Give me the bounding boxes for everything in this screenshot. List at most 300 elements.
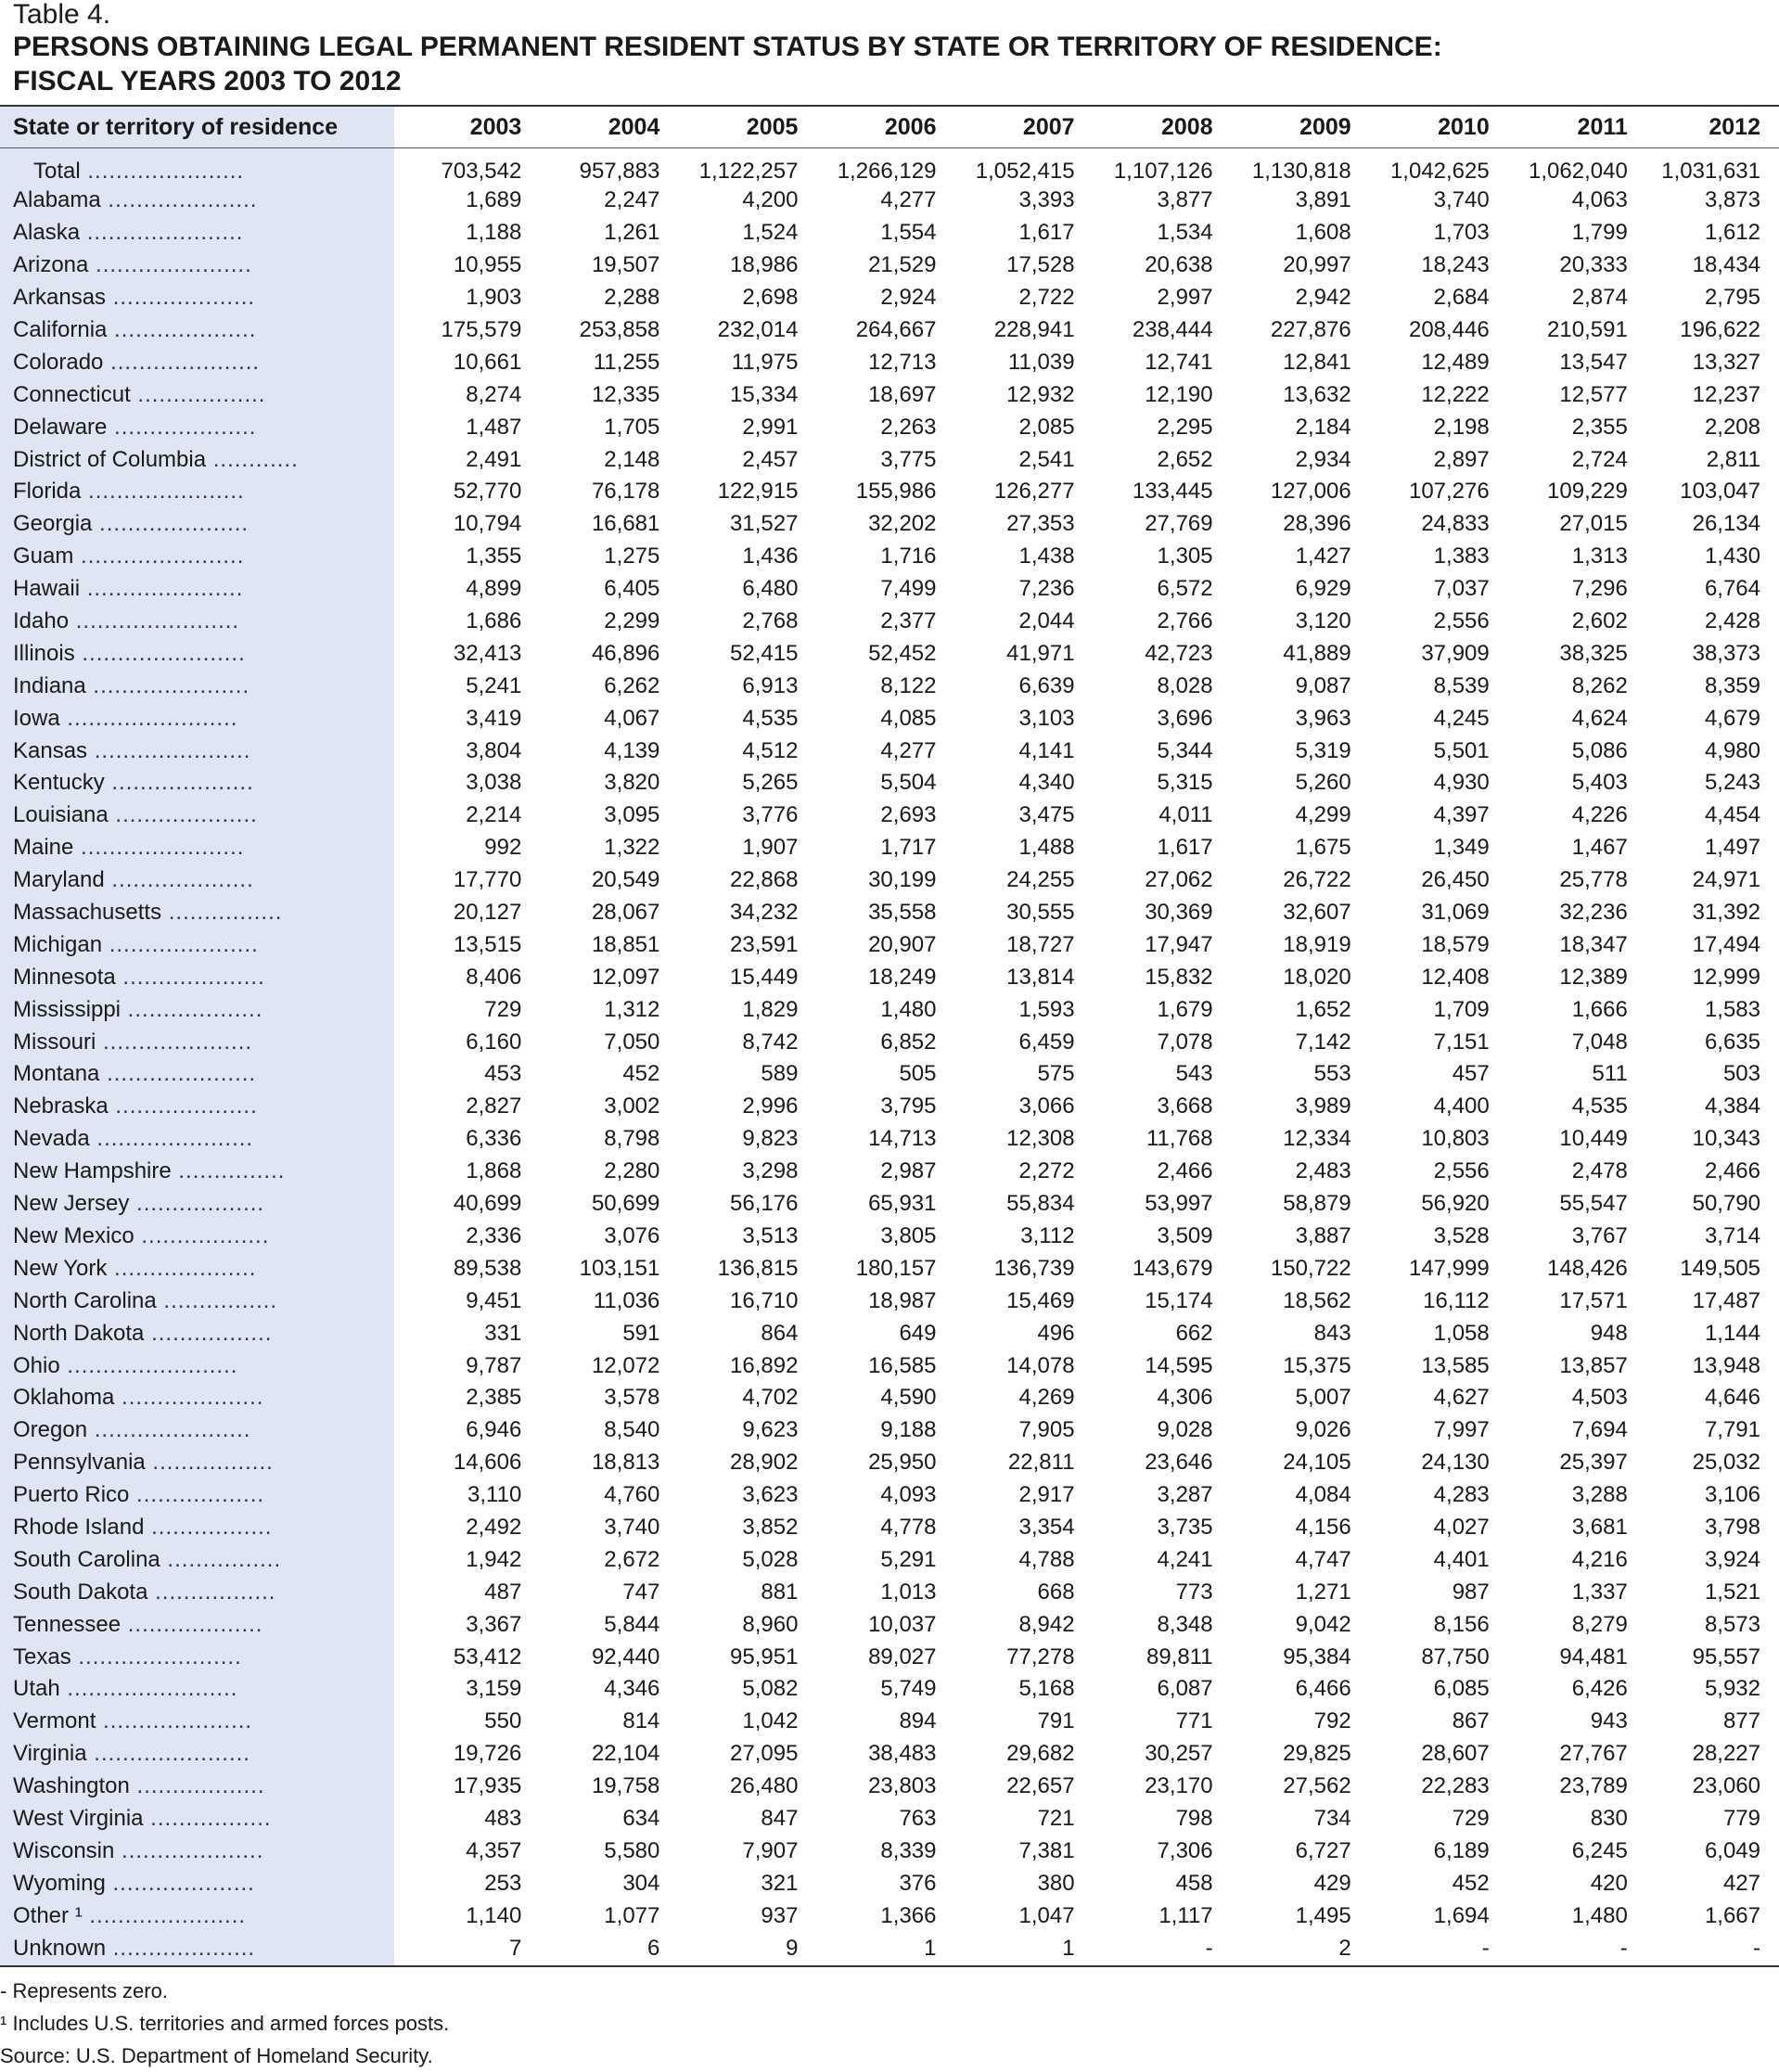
row-label	[0, 606, 394, 638]
table-cell: 2,247	[604, 187, 660, 213]
table-cell: 32,413	[453, 640, 522, 666]
table-cell: 1,717	[880, 835, 937, 861]
table-cell: 1,903	[466, 285, 522, 311]
row-label-text: Nevada	[13, 1126, 90, 1152]
table-cell: 30,199	[868, 867, 937, 893]
row-label	[0, 961, 394, 993]
row-label	[0, 217, 394, 249]
table-cell: 4,306	[1157, 1385, 1213, 1411]
dot-leader: ...................	[121, 1611, 263, 1637]
table-cell: 8,539	[1433, 672, 1490, 698]
row-label-text: Virginia	[13, 1741, 87, 1767]
row-label-text: Utah	[13, 1676, 60, 1702]
table-cell: 2,556	[1433, 608, 1490, 634]
table-cell: 19,758	[591, 1773, 660, 1799]
footnotes	[0, 1975, 449, 2072]
table-cell: 38,325	[1559, 640, 1628, 666]
table-body	[0, 147, 1779, 1964]
table-cell: 22,868	[730, 867, 799, 893]
dot-leader: .....................	[96, 1029, 253, 1055]
table-cell: 1,495	[1295, 1902, 1351, 1928]
dot-leader: ....................	[114, 1385, 264, 1411]
bottom-rule	[0, 1965, 1779, 1967]
table-cell: 9,787	[466, 1352, 522, 1378]
dot-leader: .....................	[102, 931, 259, 957]
table-cell: 1,799	[1571, 220, 1628, 246]
table-cell: 208,446	[1408, 317, 1490, 342]
table-cell: 6,085	[1433, 1676, 1490, 1702]
table-cell: 3,287	[1157, 1482, 1213, 1508]
table-cell: 1,436	[742, 544, 799, 569]
table-cell: 10,343	[1692, 1126, 1760, 1152]
table-cell: 734	[1313, 1805, 1351, 1831]
table-cell: 7,306	[1157, 1837, 1213, 1863]
table-cell: 52,452	[868, 640, 937, 666]
table-cell: 17,494	[1692, 931, 1760, 957]
row-label	[0, 249, 394, 282]
table-cell: 4,702	[742, 1385, 799, 1411]
row-label	[0, 928, 394, 961]
row-label	[0, 1188, 394, 1221]
table-cell: 1,534	[1157, 220, 1213, 246]
dot-leader: ................	[160, 1546, 282, 1572]
row-label	[0, 897, 394, 929]
table-cell: 14,713	[868, 1126, 937, 1152]
table-cell: 12,222	[1421, 381, 1490, 407]
table-cell: 210,591	[1547, 317, 1628, 342]
table-cell: 4,156	[1295, 1514, 1351, 1540]
table-cell: 10,794	[453, 511, 522, 537]
row-label-text: North Dakota	[13, 1320, 145, 1346]
table-cell: 31,069	[1421, 900, 1490, 926]
table-cell: 11,768	[1145, 1126, 1213, 1152]
table-cell: 196,622	[1680, 317, 1760, 342]
table-cell: 2,466	[1704, 1158, 1760, 1184]
table-cell: 5,243	[1704, 770, 1760, 796]
row-label	[0, 1738, 394, 1771]
table-cell: 13,814	[1006, 964, 1075, 990]
table-cell: 7,151	[1433, 1029, 1490, 1055]
table-cell: 1,337	[1571, 1579, 1628, 1605]
table-cell: 2,874	[1571, 285, 1628, 311]
table-cell: 6,946	[466, 1417, 522, 1443]
table-cell: 9,042	[1295, 1611, 1351, 1637]
table-cell: 550	[484, 1708, 522, 1734]
table-cell: 1,480	[880, 996, 937, 1022]
table-cell: 133,445	[1132, 479, 1213, 505]
table-cell: 3,288	[1571, 1482, 1628, 1508]
row-label-text: Ohio	[13, 1352, 60, 1378]
table-cell: 1,122,257	[698, 159, 799, 184]
table-cell: 496	[1037, 1320, 1075, 1346]
table-cell: 52,415	[730, 640, 799, 666]
row-label	[0, 1641, 394, 1673]
table-cell: 3,103	[1018, 705, 1075, 731]
row-label-text: Iowa	[13, 705, 60, 731]
row-label-text: Louisiana	[13, 802, 109, 828]
table-cell: 1,042,625	[1389, 159, 1490, 184]
table-cell: 13,547	[1559, 349, 1628, 375]
table-cell: 5,086	[1571, 737, 1628, 763]
row-label-text: West Virginia	[13, 1805, 144, 1831]
table-cell: 1,305	[1157, 544, 1213, 569]
table-cell: 2,085	[1018, 414, 1075, 440]
dot-leader: ......................	[89, 1126, 254, 1152]
table-cell: 55,547	[1559, 1191, 1628, 1217]
table-cell: 42,723	[1145, 640, 1213, 666]
table-cell: 27,015	[1559, 511, 1628, 537]
table-row	[0, 1447, 1779, 1479]
table-cell: 3,298	[742, 1158, 799, 1184]
table-cell: 4,760	[604, 1482, 660, 1508]
table-cell: 65,931	[868, 1191, 937, 1217]
dot-leader: .................	[147, 1579, 276, 1605]
table-row	[0, 1382, 1779, 1414]
table-cell: 7,048	[1571, 1029, 1628, 1055]
table-row	[0, 508, 1779, 541]
table-row	[0, 606, 1779, 638]
table-cell: 1,617	[1157, 835, 1213, 861]
row-label-text: Mississippi	[13, 996, 122, 1022]
table-cell: 147,999	[1408, 1255, 1490, 1281]
table-cell: 15,375	[1283, 1352, 1351, 1378]
table-cell: 3,775	[880, 446, 937, 472]
row-label-text: Rhode Island	[13, 1514, 145, 1540]
row-label	[0, 702, 394, 735]
table-cell: 843	[1313, 1320, 1351, 1346]
table-cell: 18,347	[1559, 931, 1628, 957]
table-cell: 19,726	[453, 1741, 522, 1767]
table-cell: 12,334	[1283, 1126, 1351, 1152]
table-cell: 6,466	[1295, 1676, 1351, 1702]
table-cell: 7,078	[1157, 1029, 1213, 1055]
table-cell: 23,170	[1145, 1773, 1213, 1799]
table-cell: 12,489	[1421, 349, 1490, 375]
table-cell: 1,652	[1295, 996, 1351, 1022]
table-cell: 8,942	[1018, 1611, 1075, 1637]
table-cell: 2,280	[604, 1158, 660, 1184]
table-cell: 122,915	[717, 479, 799, 505]
table-cell: 1	[1062, 1935, 1075, 1961]
table-cell: 4,535	[1571, 1094, 1628, 1119]
table-cell: 55,834	[1006, 1191, 1075, 1217]
column-header-year: 2012	[1709, 113, 1760, 140]
table-cell: 331	[484, 1320, 522, 1346]
row-label	[0, 1608, 394, 1641]
table-cell: 150,722	[1270, 1255, 1351, 1281]
table-cell: 4,084	[1295, 1482, 1351, 1508]
table-cell: 1,612	[1704, 220, 1760, 246]
table-cell: 9,823	[742, 1126, 799, 1152]
table-cell: 5,749	[880, 1676, 937, 1702]
table-cell: 34,232	[730, 900, 799, 926]
row-label	[0, 346, 394, 378]
table-cell: 5,291	[880, 1546, 937, 1572]
table-cell: 1,667	[1704, 1902, 1760, 1928]
table-cell: 937	[761, 1902, 799, 1928]
table-cell: 175,579	[441, 317, 522, 342]
table-row	[0, 832, 1779, 864]
table-cell: 2,991	[742, 414, 799, 440]
table-cell: 12,389	[1559, 964, 1628, 990]
row-label	[0, 443, 394, 476]
table-cell: 662	[1175, 1320, 1213, 1346]
table-cell: 180,157	[855, 1255, 937, 1281]
table-cell: 41,889	[1283, 640, 1351, 666]
table-cell: -	[1619, 1935, 1628, 1961]
table-cell: 798	[1175, 1805, 1213, 1831]
table-cell: 28,607	[1421, 1741, 1490, 1767]
table-cell: 773	[1175, 1579, 1213, 1605]
dot-leader: ......................	[80, 159, 245, 184]
column-header-year: 2005	[746, 113, 799, 140]
table-title-line-1: PERSONS OBTAINING LEGAL PERMANENT RESIDENT STATUS BY STATE OR TERRITORY OF RESIDENCE:	[13, 32, 1442, 62]
table-cell: 771	[1175, 1708, 1213, 1734]
table-cell: 50,699	[591, 1191, 660, 1217]
row-label	[0, 314, 394, 347]
table-cell: 4,011	[1158, 802, 1213, 828]
table-cell: 7,236	[1018, 576, 1075, 602]
table-cell: 7,907	[742, 1837, 799, 1863]
table-cell: 2,942	[1295, 285, 1351, 311]
table-cell: 95,384	[1283, 1644, 1351, 1669]
row-label-text: Alabama	[13, 187, 101, 213]
table-cell: 5,241	[466, 672, 522, 698]
table-cell: 4,226	[1571, 802, 1628, 828]
table-cell: 12,190	[1145, 381, 1213, 407]
table-cell: 41,971	[1006, 640, 1075, 666]
table-cell: 8,960	[742, 1611, 799, 1637]
table-cell: 992	[484, 835, 522, 861]
table-cell: 3,740	[1433, 187, 1490, 213]
row-label	[0, 1156, 394, 1188]
table-cell: 7,499	[880, 576, 937, 602]
data-table	[0, 107, 1779, 1964]
table-cell: 8,359	[1704, 672, 1760, 698]
table-cell: 2,795	[1704, 285, 1760, 311]
table-row	[0, 1349, 1779, 1382]
dot-leader: ................	[156, 1287, 278, 1313]
table-cell: 37,909	[1421, 640, 1490, 666]
dot-leader: ......................	[87, 1417, 251, 1443]
table-cell: 3,873	[1704, 187, 1760, 213]
table-cell: 31,527	[730, 511, 799, 537]
table-cell: 830	[1590, 1805, 1628, 1831]
table-cell: 3,112	[1020, 1222, 1075, 1248]
table-cell: 8,279	[1571, 1611, 1628, 1637]
table-cell: 877	[1722, 1708, 1760, 1734]
table-row	[0, 314, 1779, 347]
table-cell: 4,503	[1571, 1385, 1628, 1411]
table-cell: 30,257	[1145, 1741, 1213, 1767]
table-cell: 6,336	[466, 1126, 522, 1152]
table-cell: 5,344	[1157, 737, 1213, 763]
table-cell: 26,450	[1421, 867, 1490, 893]
row-label	[0, 1803, 394, 1835]
table-cell: 19,507	[591, 252, 660, 278]
table-cell: 89,538	[453, 1255, 522, 1281]
table-cell: 2,295	[1157, 414, 1213, 440]
table-cell: 227,876	[1270, 317, 1351, 342]
table-cell: 575	[1037, 1061, 1075, 1087]
table-cell: 457	[1452, 1061, 1490, 1087]
table-cell: 4,357	[466, 1837, 522, 1863]
row-label-text: New Mexico	[13, 1222, 134, 1248]
table-cell: 948	[1590, 1320, 1628, 1346]
table-cell: 25,397	[1559, 1450, 1628, 1476]
table-cell: 11,036	[593, 1287, 660, 1313]
table-cell: 26,134	[1692, 511, 1760, 537]
table-cell: 864	[761, 1320, 799, 1346]
table-cell: 18,986	[730, 252, 799, 278]
dot-leader: .....................	[103, 349, 261, 375]
table-cell: 3,623	[742, 1482, 799, 1508]
table-cell: 103,151	[579, 1255, 660, 1281]
table-cell: 32,607	[1283, 900, 1351, 926]
table-cell: 943	[1590, 1708, 1628, 1734]
table-cell: 22,657	[1006, 1773, 1075, 1799]
table-cell: 12,577	[1559, 381, 1628, 407]
table-cell: 1,709	[1433, 996, 1490, 1022]
table-cell: 18,579	[1421, 931, 1490, 957]
table-cell: 2,336	[466, 1222, 522, 1248]
table-cell: 23,803	[868, 1773, 937, 1799]
row-label	[0, 1382, 394, 1414]
table-row	[0, 1608, 1779, 1641]
table-cell: 4,245	[1433, 705, 1490, 731]
table-cell: 5,007	[1295, 1385, 1351, 1411]
table-cell: 1,942	[466, 1546, 522, 1572]
dot-leader: ......................	[80, 576, 244, 602]
row-label	[0, 1932, 394, 1964]
table-title-line-2: FISCAL YEARS 2003 TO 2012	[13, 66, 402, 96]
row-label-text: Pennsylvania	[13, 1450, 146, 1476]
table-cell: 1,271	[1295, 1579, 1351, 1605]
table-cell: 3,798	[1704, 1514, 1760, 1540]
table-cell: 1,130,818	[1251, 159, 1351, 184]
table-cell: 7	[508, 1935, 522, 1961]
table-cell: 3,740	[604, 1514, 660, 1540]
table-cell: 5,082	[742, 1676, 799, 1702]
table-cell: 304	[622, 1870, 660, 1896]
table-cell: 23,591	[730, 931, 799, 957]
table-cell: 21,529	[868, 252, 937, 278]
table-cell: 4,646	[1704, 1385, 1760, 1411]
table-cell: 6,160	[466, 1029, 522, 1055]
table-cell: 4,512	[742, 737, 799, 763]
table-cell: 12,408	[1421, 964, 1490, 990]
table-cell: 957,883	[579, 159, 660, 184]
table-cell: 427	[1722, 1870, 1760, 1896]
dot-leader: ........................	[59, 705, 238, 731]
row-label	[0, 832, 394, 864]
table-cell: 56,176	[730, 1191, 799, 1217]
table-cell: 13,585	[1421, 1352, 1490, 1378]
table-cell: 3,528	[1433, 1222, 1490, 1248]
table-cell: 22,811	[1007, 1450, 1075, 1476]
table-cell: 155,986	[855, 479, 937, 505]
table-cell: 264,667	[855, 317, 937, 342]
table-cell: 376	[899, 1870, 937, 1896]
table-cell: 3,354	[1018, 1514, 1075, 1540]
table-cell: 5,265	[742, 770, 799, 796]
row-label-text: Indiana	[13, 672, 86, 698]
row-label-text: Oregon	[13, 1417, 88, 1443]
table-cell: 87,750	[1421, 1644, 1490, 1669]
table-cell: 148,426	[1547, 1255, 1628, 1281]
row-label	[0, 573, 394, 606]
table-cell: 1,031,631	[1661, 159, 1760, 184]
row-label-text: North Carolina	[13, 1287, 157, 1313]
row-label	[0, 799, 394, 832]
dot-leader: ........................	[59, 1676, 238, 1702]
table-row	[0, 1932, 1779, 1964]
table-cell: 2,288	[604, 285, 660, 311]
table-cell: 2,148	[604, 446, 660, 472]
row-label	[0, 1414, 394, 1447]
row-label	[0, 1543, 394, 1576]
table-cell: 2,377	[880, 608, 937, 634]
table-cell: 3,419	[466, 705, 522, 731]
table-cell: 24,130	[1421, 1450, 1490, 1476]
table-cell: 107,276	[1408, 479, 1490, 505]
table-cell: 511	[1592, 1061, 1628, 1087]
row-label	[0, 1771, 394, 1803]
table-cell: 1,383	[1433, 544, 1490, 569]
dot-leader: .......................	[74, 640, 246, 666]
table-cell: 2,466	[1157, 1158, 1213, 1184]
table-cell: -	[1205, 1935, 1213, 1961]
dot-leader: ...................	[121, 996, 263, 1022]
table-cell: 1,058	[1433, 1320, 1490, 1346]
table-row	[0, 637, 1779, 670]
table-row	[0, 249, 1779, 282]
row-label	[0, 1058, 394, 1091]
row-label	[0, 637, 394, 670]
row-label-text: Total	[33, 159, 81, 184]
table-cell: 5,932	[1704, 1676, 1760, 1702]
table-cell: 634	[622, 1805, 660, 1831]
table-row	[0, 702, 1779, 735]
table-cell: 11,255	[593, 349, 660, 375]
table-cell: 23,789	[1559, 1773, 1628, 1799]
table-cell: 1,349	[1433, 835, 1490, 861]
table-cell: 380	[1037, 1870, 1075, 1896]
table-cell: 4,346	[604, 1676, 660, 1702]
table-cell: 3,989	[1295, 1094, 1351, 1119]
row-label-text: Hawaii	[13, 576, 81, 602]
table-cell: 6,727	[1295, 1837, 1351, 1863]
footnote-1: ¹ Includes U.S. territories and armed forces posts.	[0, 2012, 450, 2035]
table-cell: 7,142	[1295, 1029, 1351, 1055]
table-cell: 4,200	[742, 187, 799, 213]
row-label-text: Idaho	[13, 608, 70, 634]
row-label-text: New York	[13, 1255, 108, 1281]
table-cell: 15,334	[730, 381, 799, 407]
table-row	[0, 993, 1779, 1026]
table-cell: 2,997	[1157, 285, 1213, 311]
table-cell: 2,457	[742, 446, 799, 472]
table-cell: 1,107,126	[1113, 159, 1213, 184]
table-cell: 7,050	[604, 1029, 660, 1055]
table-cell: 27,095	[730, 1741, 799, 1767]
table-cell: 2,693	[880, 802, 937, 828]
table-cell: 1,497	[1704, 835, 1760, 861]
table-cell: 109,229	[1547, 479, 1628, 505]
table-cell: 20,997	[1283, 252, 1351, 278]
table-cell: 4,899	[466, 576, 522, 602]
header-row	[0, 107, 1779, 147]
